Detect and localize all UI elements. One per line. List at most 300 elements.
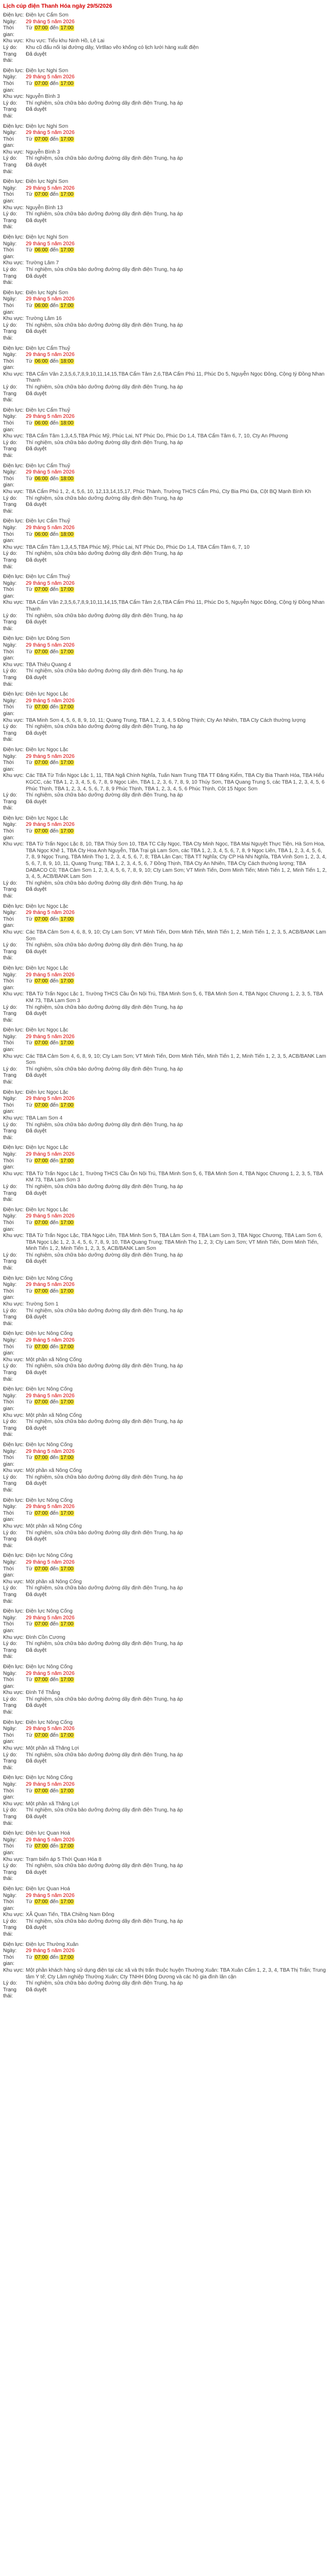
zone-label: Khu vực: bbox=[3, 1634, 24, 1640]
status-value: Đã duyệt bbox=[26, 1758, 47, 1765]
time-from-label: Từ bbox=[26, 1899, 34, 1905]
time-label: Thời gian: bbox=[3, 1566, 14, 1579]
outage-entry bbox=[3, 1831, 327, 1883]
zone-value: Một phần xã Thăng Lợi bbox=[26, 1801, 79, 1807]
area-label: Điện lực: bbox=[3, 290, 24, 296]
time-value bbox=[26, 978, 327, 991]
reason-value: Thí nghiệm, sửa chữa bảo dưỡng đường dây định điện Trung, hạ áp bbox=[26, 551, 183, 557]
zone-value: TBA Từ Trấn Ngọc Lặc 1, Trường THCS Cầu Ôn Nội Trú, TBA Minh Sơn 5, 6, TBA Minh Sơn 4, TBA Ngọc Chương 1, 2, 3, 5, TBA KM 73, TBA Lam Sơn 3 bbox=[26, 1171, 323, 1183]
time-to: 17:00 bbox=[60, 1566, 74, 1572]
zone-row bbox=[3, 1054, 327, 1066]
zone-value: XÃ Quan Tiến, TBA Chiềng Nam Đông bbox=[26, 1912, 114, 1918]
outage-entry bbox=[3, 124, 327, 176]
zone-value: TBA Lam Sơn 4 bbox=[26, 1115, 63, 1121]
time-from-label: Từ bbox=[26, 649, 34, 655]
zone-value: TBA Cẩm Tâm 1,3,4,5,TBA Phúc Mỹ, Phúc Lai, NT Phúc Do, Phúc Do 1,4, TBA Cẩm Tâm 6, 7, 10 bbox=[26, 544, 250, 550]
reason-label: Lý do: bbox=[3, 1863, 18, 1869]
reason-row bbox=[3, 1184, 327, 1191]
reason-label: Lý do: bbox=[3, 266, 18, 273]
area-label: Điện lực: bbox=[3, 1608, 24, 1615]
day-row bbox=[3, 1560, 327, 1566]
time-value bbox=[26, 303, 327, 316]
outage-entry bbox=[3, 290, 327, 342]
time-from: 07:00 bbox=[35, 828, 48, 835]
outage-entry bbox=[3, 1276, 327, 1328]
time-to: 17:00 bbox=[60, 302, 74, 309]
time-to: 17:00 bbox=[60, 1788, 74, 1794]
status-label: Trạng thái: bbox=[3, 446, 16, 459]
day-value: 29 tháng 5 năm 2026 bbox=[26, 642, 75, 649]
time-value bbox=[26, 25, 327, 38]
time-value bbox=[26, 1621, 327, 1634]
area-value: Điện lực Nông Cống bbox=[26, 1275, 73, 1281]
time-label: Thời gian: bbox=[3, 1899, 14, 1911]
reason-value: Thí nghiệm, sửa chữa bảo dưỡng đường dây định điện Trung, hạ áp bbox=[26, 668, 183, 674]
day-label: Ngày: bbox=[3, 130, 17, 136]
time-to: 18:00 bbox=[60, 420, 74, 427]
time-label: Thời gian: bbox=[3, 80, 14, 93]
zone-row bbox=[3, 489, 327, 496]
time-label: Thời gian: bbox=[3, 1455, 14, 1467]
time-row bbox=[3, 81, 327, 94]
time-row bbox=[3, 704, 327, 717]
day-row bbox=[3, 581, 327, 587]
time-value bbox=[26, 192, 327, 205]
time-from-label: Từ bbox=[26, 358, 34, 364]
status-label: Trạng thái: bbox=[3, 217, 16, 230]
time-from-label: Từ bbox=[26, 1158, 34, 1164]
reason-row bbox=[3, 668, 327, 675]
day-row bbox=[3, 642, 327, 649]
area-label: Điện lực: bbox=[3, 815, 24, 821]
time-from-label: Từ bbox=[26, 1843, 34, 1850]
area-value: Điện lực Nông Cống bbox=[26, 1442, 73, 1448]
time-to: 17:00 bbox=[60, 1677, 74, 1683]
day-label: Ngày: bbox=[3, 19, 17, 25]
time-from-label: Từ bbox=[26, 476, 34, 482]
time-to: 17:00 bbox=[60, 1621, 74, 1628]
area-value: Điện lực Nông Cống bbox=[26, 1608, 73, 1615]
time-from-label: Từ bbox=[26, 420, 34, 427]
time-value bbox=[26, 587, 327, 600]
time-row bbox=[3, 587, 327, 600]
reason-value: Thí nghiệm, sửa chữa bảo dưỡng đường dây định điện Trung, hạ áp bbox=[26, 1308, 183, 1314]
time-value bbox=[26, 1399, 327, 1412]
day-label: Ngày: bbox=[3, 698, 17, 704]
time-from: 07:00 bbox=[35, 760, 48, 766]
time-to: 17:00 bbox=[60, 1510, 74, 1516]
zone-value: TBA Từ Trấn Ngọc Lặc 8, 10, TBA Thúy Sơn 10, TBA TC Cây Ngọc, TBA Cty Minh Ngọc, TBA Mai Nguyệt Thực Tiện, Hà Sơn Hoa, TBA Ngọc Khê 1, TBA Cty Hoa Anh Nguyễn, TBA Trại gà Lam Sơn, các TBA 1, 2, 3, 4, 5, 6, 7, 8, 9 Ngọc Liên, TBA 1, 2, 3, 4, 5, 6, 7, 8, 9 Ngọc Trung, TBA Minh Thọ 1, 2, 3, 4, 5, 6, 7, 8; TBA Lân Cạn; TBA TT Nghĩa; Cty CP Hà Nhi Nghĩa, TBA Vinh Sơn 1, 2, 3, 4, 5, 6, 7, 8, 9, 10, 11, Quang Trung; TBA 1, 2, 3, 4, 5, 6, 7 Đồng Thịnh, TBA Cty An Nhiên, TBA Cty Cách thường lượng; TBA DABACO Cũ; TBA Cảm Sơn 1, 2, 3, 4, 5, 6, 7, 8, 9, 10; Cty Lam Sơn; VT Minh Tiến, Dơm Minh Tiến; Minh Tiến 1, 2, Minh Tiến 1, 2, 3, 4, 5, ACB/BANK Lam Sơn bbox=[26, 841, 327, 880]
zone-row bbox=[3, 1301, 327, 1308]
area-row bbox=[3, 1207, 327, 1214]
reason-label: Lý do: bbox=[3, 1308, 18, 1314]
reason-label: Lý do: bbox=[3, 211, 18, 217]
time-value bbox=[26, 1040, 327, 1053]
status-row bbox=[3, 1536, 327, 1549]
day-label: Ngày: bbox=[3, 1213, 17, 1219]
area-row bbox=[3, 234, 327, 241]
day-label: Ngày: bbox=[3, 1726, 17, 1732]
status-label: Trạng thái: bbox=[3, 1536, 16, 1549]
time-value bbox=[26, 828, 327, 841]
status-label: Trạng thái: bbox=[3, 1814, 16, 1826]
time-row bbox=[3, 1677, 327, 1690]
reason-label: Lý do: bbox=[3, 1585, 18, 1591]
reason-row bbox=[3, 440, 327, 447]
zone-value: Một phần xã Nông Cống bbox=[26, 1523, 82, 1530]
zone-value: TBA Thiệu Quang 4 bbox=[26, 662, 71, 668]
outage-entry bbox=[3, 346, 327, 404]
day-row bbox=[3, 910, 327, 917]
time-value bbox=[26, 476, 327, 489]
day-label: Ngày: bbox=[3, 1096, 17, 1102]
time-to-label: đến bbox=[50, 1344, 59, 1350]
status-value: Đã duyệt bbox=[26, 217, 47, 224]
status-row bbox=[3, 391, 327, 404]
area-row bbox=[3, 1942, 327, 1948]
reason-row bbox=[3, 45, 327, 52]
time-label: Thời gian: bbox=[3, 704, 14, 717]
zone-value: TBA Từ Trấn Ngọc Lặc 1, Trường THCS Cầu Ôn Nội Trú, TBA Minh Sơn 5, 6, TBA Minh Sơn 4, TBA Ngọc Chương 1, 2, 3, 5, TBA KM 73, TBA Lam Sơn 3 bbox=[26, 991, 323, 1004]
outage-entry bbox=[3, 1942, 327, 2000]
day-value: 29 tháng 5 năm 2026 bbox=[26, 1393, 75, 1399]
time-label: Thời gian: bbox=[3, 1510, 14, 1523]
reason-label: Lý do: bbox=[3, 44, 18, 50]
area-row bbox=[3, 12, 327, 19]
status-label: Trạng thái: bbox=[3, 799, 16, 811]
zone-label: Khu vực: bbox=[3, 1523, 24, 1530]
status-value: Đã duyệt bbox=[26, 675, 47, 681]
reason-value: Thí nghiệm, sửa chữa bảo dưỡng đường dây định điện Trung, hạ áp bbox=[26, 1980, 183, 1987]
status-label: Trạng thái: bbox=[3, 329, 16, 341]
outage-entry bbox=[3, 234, 327, 286]
day-row bbox=[3, 1671, 327, 1677]
day-label: Ngày: bbox=[3, 414, 17, 420]
time-from: 07:00 bbox=[35, 1954, 48, 1960]
zone-label: Khu vực: bbox=[3, 433, 24, 439]
status-row bbox=[3, 1426, 327, 1438]
status-label: Trạng thái: bbox=[3, 1869, 16, 1882]
area-value: Điện lực Nghi Sơn bbox=[26, 234, 69, 240]
time-row bbox=[3, 828, 327, 841]
area-value: Điện lực Ngọc Lặc bbox=[26, 747, 69, 753]
zone-row bbox=[3, 718, 327, 724]
status-row bbox=[3, 949, 327, 962]
time-from: 07:00 bbox=[35, 1344, 48, 1350]
time-to-label: đến bbox=[50, 1899, 59, 1905]
time-label: Thời gian: bbox=[3, 136, 14, 149]
status-label: Trạng thái: bbox=[3, 51, 16, 64]
time-from: 06:00 bbox=[35, 358, 48, 364]
time-from-label: Từ bbox=[26, 80, 34, 87]
time-from: 06:00 bbox=[35, 476, 48, 482]
time-label: Thời gian: bbox=[3, 1344, 14, 1357]
status-value: Đã duyệt bbox=[26, 1481, 47, 1487]
day-label: Ngày: bbox=[3, 241, 17, 247]
time-row bbox=[3, 1511, 327, 1523]
reason-value: Thí nghiệm, sửa chữa bảo dưỡng đường dây định điện Trung, hạ áp bbox=[26, 880, 183, 886]
reason-row bbox=[3, 1419, 327, 1426]
reason-value: Thí nghiệm, sửa chữa bảo dưỡng đường dây định điện Trung, hạ áp bbox=[26, 1252, 183, 1258]
outage-entry bbox=[3, 747, 327, 812]
zone-row bbox=[3, 662, 327, 669]
reason-value: Thí nghiệm, sửa chữa bảo dưỡng đường dây định điện Trung, hạ áp bbox=[26, 792, 183, 799]
day-row bbox=[3, 241, 327, 248]
status-label: Trạng thái: bbox=[3, 1481, 16, 1494]
reason-value: Thí nghiệm, sửa chữa bảo dưỡng đường dây định điện Trung, hạ áp bbox=[26, 1696, 183, 1702]
reason-value: Thí nghiệm, sửa chữa bảo dưỡng đường dây định điện Trung, hạ áp bbox=[26, 322, 183, 328]
time-from-label: Từ bbox=[26, 1566, 34, 1572]
reason-row bbox=[3, 1475, 327, 1481]
status-row bbox=[3, 162, 327, 175]
day-row bbox=[3, 1213, 327, 1220]
day-value: 29 tháng 5 năm 2026 bbox=[26, 19, 75, 25]
area-value: Điện lực Cẩm Sơn bbox=[26, 12, 69, 18]
time-to-label: đến bbox=[50, 1219, 59, 1226]
time-from: 07:00 bbox=[35, 1732, 48, 1738]
time-to: 17:00 bbox=[60, 1455, 74, 1461]
time-from: 07:00 bbox=[35, 80, 48, 87]
area-row bbox=[3, 463, 327, 470]
outage-entry bbox=[3, 179, 327, 231]
reason-row bbox=[3, 942, 327, 949]
area-label: Điện lực: bbox=[3, 12, 24, 18]
reason-row bbox=[3, 1252, 327, 1259]
day-row bbox=[3, 352, 327, 359]
reason-label: Lý do: bbox=[3, 942, 18, 948]
time-from-label: Từ bbox=[26, 1288, 34, 1294]
time-to: 17:00 bbox=[60, 1954, 74, 1960]
zone-value: Đình Tế Thắng bbox=[26, 1690, 60, 1696]
day-row bbox=[3, 296, 327, 303]
time-from-label: Từ bbox=[26, 760, 34, 766]
zone-row bbox=[3, 38, 327, 45]
zone-label: Khu vực: bbox=[3, 38, 24, 44]
status-row bbox=[3, 107, 327, 120]
area-row bbox=[3, 691, 327, 698]
time-to: 17:00 bbox=[60, 916, 74, 922]
time-row bbox=[3, 1566, 327, 1579]
time-value bbox=[26, 247, 327, 260]
time-label: Thời gian: bbox=[3, 1040, 14, 1053]
day-value: 29 tháng 5 năm 2026 bbox=[26, 753, 75, 759]
reason-row bbox=[3, 496, 327, 502]
status-value: Đã duyệt bbox=[26, 1314, 47, 1320]
reason-row bbox=[3, 384, 327, 391]
zone-row bbox=[3, 260, 327, 267]
outage-entry bbox=[3, 518, 327, 570]
area-row bbox=[3, 965, 327, 972]
time-to-label: đến bbox=[50, 358, 59, 364]
time-value bbox=[26, 1566, 327, 1579]
area-label: Điện lực: bbox=[3, 636, 24, 642]
reason-label: Lý do: bbox=[3, 1419, 18, 1425]
status-row bbox=[3, 1648, 327, 1660]
time-to-label: đến bbox=[50, 704, 59, 710]
zone-label: Khu vực: bbox=[3, 1856, 24, 1862]
reason-row bbox=[3, 1530, 327, 1537]
day-value: 29 tháng 5 năm 2026 bbox=[26, 1033, 75, 1040]
outage-entry bbox=[3, 1608, 327, 1660]
time-from: 06:00 bbox=[35, 531, 48, 537]
day-value: 29 tháng 5 năm 2026 bbox=[26, 1096, 75, 1102]
reason-row bbox=[3, 1363, 327, 1370]
reason-value: Thí nghiệm, sửa chữa bảo dưỡng đường dây định điện Trung, hạ áp bbox=[26, 724, 183, 730]
time-to-label: đến bbox=[50, 1954, 59, 1960]
status-value: Đã duyệt bbox=[26, 502, 47, 508]
outage-entry bbox=[3, 1498, 327, 1550]
status-row bbox=[3, 887, 327, 900]
day-label: Ngày: bbox=[3, 1615, 17, 1621]
time-to-label: đến bbox=[50, 1102, 59, 1108]
time-to: 17:00 bbox=[60, 1219, 74, 1226]
time-from: 07:00 bbox=[35, 978, 48, 985]
time-row bbox=[3, 1103, 327, 1115]
reason-label: Lý do: bbox=[3, 613, 18, 619]
outage-entry bbox=[3, 408, 327, 460]
outage-entry bbox=[3, 636, 327, 688]
area-row bbox=[3, 1386, 327, 1393]
day-label: Ngày: bbox=[3, 524, 17, 531]
area-value: Điện lực Ngọc Lặc bbox=[26, 691, 69, 698]
status-row bbox=[3, 1925, 327, 1938]
outage-entry bbox=[3, 691, 327, 743]
time-to-label: đến bbox=[50, 1788, 59, 1794]
time-from-label: Từ bbox=[26, 916, 34, 922]
day-value: 29 tháng 5 năm 2026 bbox=[26, 1726, 75, 1732]
area-label: Điện lực: bbox=[3, 574, 24, 580]
status-label: Trạng thái: bbox=[3, 1925, 16, 1938]
status-row bbox=[3, 329, 327, 342]
status-row bbox=[3, 274, 327, 286]
status-value: Đã duyệt bbox=[26, 329, 47, 335]
zone-label: Khu vực: bbox=[3, 1968, 24, 1974]
area-row bbox=[3, 1027, 327, 1034]
area-value: Điện lực Cẩm Thuỷ bbox=[26, 345, 70, 351]
zone-label: Khu vực: bbox=[3, 1171, 24, 1177]
area-row bbox=[3, 574, 327, 581]
zone-label: Khu vực: bbox=[3, 1579, 24, 1585]
zone-label: Khu vực: bbox=[3, 717, 24, 723]
status-value: Đã duyệt bbox=[26, 557, 47, 563]
day-value: 29 tháng 5 năm 2026 bbox=[26, 130, 75, 136]
status-label: Trạng thái: bbox=[3, 948, 16, 961]
day-value: 29 tháng 5 năm 2026 bbox=[26, 1282, 75, 1288]
outage-entry bbox=[3, 574, 327, 632]
time-from-label: Từ bbox=[26, 1040, 34, 1046]
status-row bbox=[3, 1073, 327, 1086]
outage-entry bbox=[3, 463, 327, 515]
area-value: Điện lực Ngọc Lặc bbox=[26, 815, 69, 821]
time-label: Thời gian: bbox=[3, 358, 14, 371]
zone-value: Nguyễn Bình 3 bbox=[26, 149, 60, 155]
time-label: Thời gian: bbox=[3, 1677, 14, 1689]
zone-value: Khu vực: Tiểu khu Ninh Hồ, Lê Lai bbox=[26, 38, 105, 44]
status-row bbox=[3, 1703, 327, 1716]
outage-entry bbox=[3, 1331, 327, 1383]
time-from-label: Từ bbox=[26, 1399, 34, 1405]
outage-entry bbox=[3, 68, 327, 120]
status-row bbox=[3, 1128, 327, 1141]
status-value: Đã duyệt bbox=[26, 1647, 47, 1653]
time-row bbox=[3, 420, 327, 433]
reason-row bbox=[3, 880, 327, 887]
reason-value: Thí nghiệm, sửa chữa bảo dưỡng đường dây định điện Trung, hạ áp bbox=[26, 1918, 183, 1924]
time-to: 17:00 bbox=[60, 247, 74, 253]
day-label: Ngày: bbox=[3, 1560, 17, 1565]
area-value: Điện lực Nghi Sơn bbox=[26, 123, 69, 129]
status-label: Trạng thái: bbox=[3, 1987, 16, 1999]
time-from: 07:00 bbox=[35, 1677, 48, 1683]
reason-row bbox=[3, 1919, 327, 1925]
status-value: Đã duyệt bbox=[26, 107, 47, 113]
day-row bbox=[3, 1034, 327, 1041]
time-value bbox=[26, 704, 327, 717]
time-to-label: đến bbox=[50, 1399, 59, 1405]
time-from: 07:00 bbox=[35, 25, 48, 31]
time-label: Thời gian: bbox=[3, 1843, 14, 1856]
zone-label: Khu vực: bbox=[3, 260, 24, 266]
time-row bbox=[3, 1733, 327, 1745]
day-label: Ngày: bbox=[3, 352, 17, 358]
day-value: 29 tháng 5 năm 2026 bbox=[26, 1782, 75, 1787]
status-row bbox=[3, 731, 327, 743]
time-to: 17:00 bbox=[60, 1102, 74, 1108]
time-label: Thời gian: bbox=[3, 1102, 14, 1115]
area-label: Điện lực: bbox=[3, 903, 24, 909]
reason-label: Lý do: bbox=[3, 1066, 18, 1072]
area-label: Điện lực: bbox=[3, 1145, 24, 1151]
day-label: Ngày: bbox=[3, 1892, 17, 1899]
zone-value: TBA Từ Trấn Ngọc Lặc, TBA Ngọc Liên, TBA Minh Sơn 5, TBA Lâm Sơn 4, TBA Lam Sơn 3, TBA Ngọc Chương, TBA Lam Sơn 6, TBA Ngọc Lặc 1, 2, 3, 4, 5, 6, 7, 8, 9, 10, TBA Quang Trung; TBA Minh Thọ 1, 2, 3; Cty Lam Sơn; VT Minh Tiến, Dơm Minh Tiến, Minh Tiến 1, 2, Minh Tiến 1, 2, 3, 5, ACB/BANK Lam Sơn bbox=[26, 1233, 323, 1252]
reason-row bbox=[3, 211, 327, 218]
time-from: 07:00 bbox=[35, 1102, 48, 1108]
area-label: Điện lực: bbox=[3, 1886, 24, 1892]
time-from-label: Từ bbox=[26, 1621, 34, 1628]
area-value: Điện lực Nông Cống bbox=[26, 1775, 73, 1781]
area-label: Điện lực: bbox=[3, 1207, 24, 1213]
page-title-date: 29/5/2026 bbox=[87, 3, 112, 9]
time-from-label: Từ bbox=[26, 302, 34, 309]
time-row bbox=[3, 1843, 327, 1856]
area-label: Điện lực: bbox=[3, 179, 24, 185]
reason-value: Thí nghiệm, sửa chữa bảo dưỡng đường dây định điện Trung, hạ áp bbox=[26, 1363, 183, 1369]
day-row bbox=[3, 1782, 327, 1788]
time-to: 17:00 bbox=[60, 704, 74, 710]
reason-label: Lý do: bbox=[3, 668, 18, 674]
time-value bbox=[26, 1677, 327, 1690]
reason-value: Thí nghiệm, sửa chữa bảo dưỡng đường dây định điện Trung, hạ áp bbox=[26, 1530, 183, 1536]
time-label: Thời gian: bbox=[3, 1621, 14, 1634]
zone-label: Khu vực: bbox=[3, 1301, 24, 1308]
day-value: 29 tháng 5 năm 2026 bbox=[26, 414, 75, 420]
time-value bbox=[26, 532, 327, 545]
reason-row bbox=[3, 1122, 327, 1129]
time-value bbox=[26, 1899, 327, 1912]
time-label: Thời gian: bbox=[3, 1399, 14, 1412]
status-label: Trạng thái: bbox=[3, 1591, 16, 1604]
status-value: Đã duyệt bbox=[26, 1814, 47, 1820]
day-row bbox=[3, 1151, 327, 1158]
reason-value: Thí nghiệm, sửa chữa bảo dưỡng đường dây định điện Trung, hạ áp bbox=[26, 211, 183, 217]
day-row bbox=[3, 185, 327, 192]
reason-label: Lý do: bbox=[3, 495, 18, 501]
time-from: 07:00 bbox=[35, 1621, 48, 1628]
time-row bbox=[3, 1399, 327, 1412]
time-to-label: đến bbox=[50, 760, 59, 766]
day-row bbox=[3, 1337, 327, 1344]
area-label: Điện lực: bbox=[3, 1497, 24, 1503]
